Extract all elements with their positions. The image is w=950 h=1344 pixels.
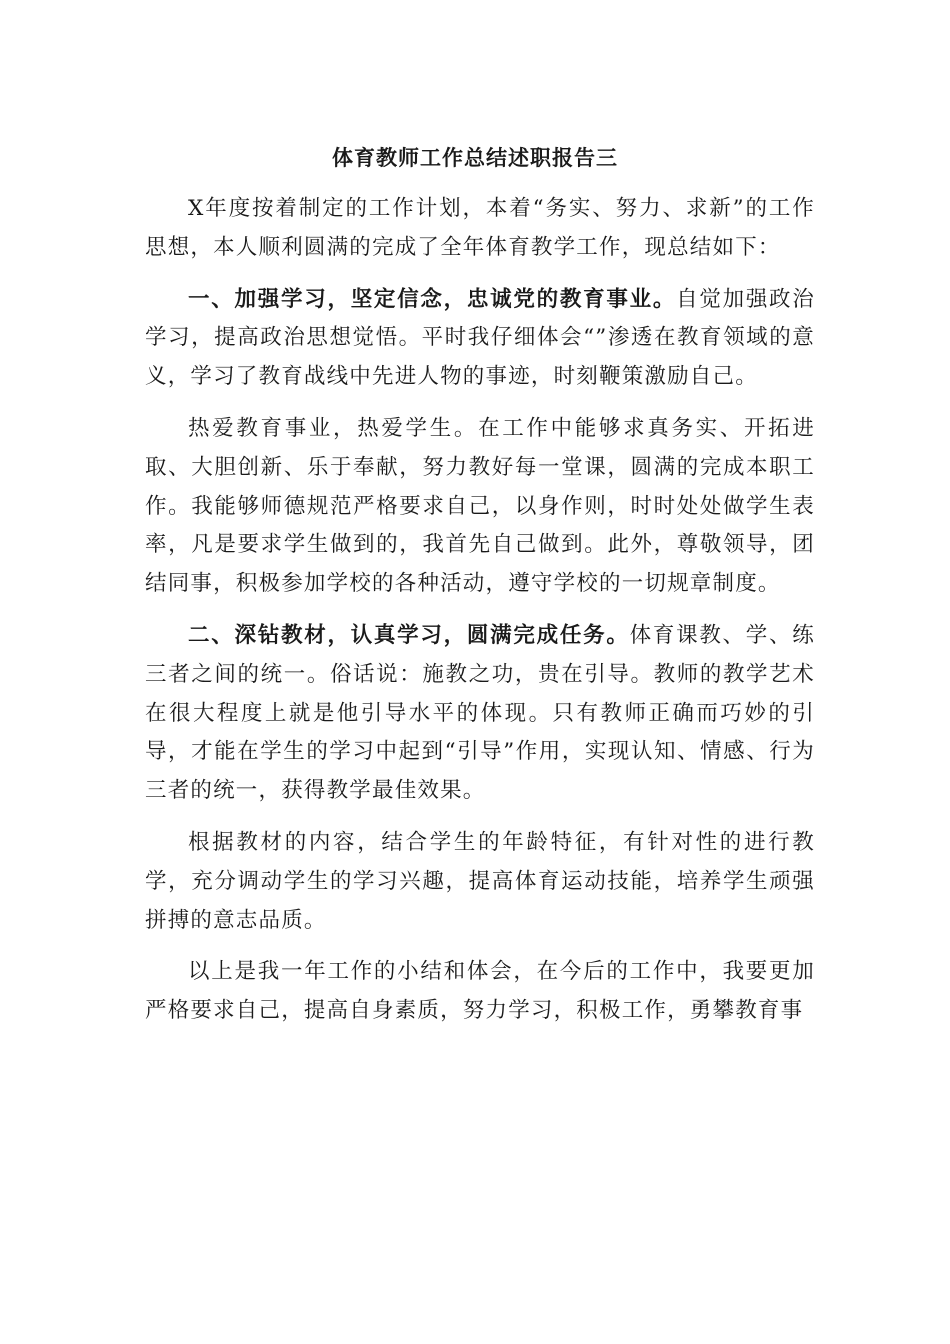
section-heading: 二、深钻教材，认真学习，圆满完成任务。 [188,622,630,648]
paragraph-text: 体育课教、学、练三者之间的统一。俗话说：施教之功，贵在引导。教师的教学艺术在很大程度上就是他引导水平的体现。只有教师正确而巧妙的引导，才能在学生的学习中起到“引导”作用，实现认知、情感、行为三者的统一，获得教学最佳效果。 [145,622,815,804]
paragraph-conclusion [145,953,815,1031]
paragraph-section-two [145,617,815,811]
paragraph-text: X年度按着制定的工作计划，本着“务实、努力、求新”的工作思想，本人顺利圆满的完成了全年体育教学工作，现总结如下： [145,196,815,260]
paragraph-intro [145,190,815,268]
document-body [145,190,815,1044]
paragraph-text: 以上是我一年工作的小结和体会，在今后的工作中，我要更加严格要求自己，提高自身素质，努力学习，积极工作，勇攀教育事 [145,959,815,1024]
paragraph-text: 热爱教育事业，热爱学生。在工作中能够求真务实、开拓进取、大胆创新、乐于奉献，努力教好每一堂课，圆满的完成本职工作。我能够师德规范严格要求自己，以身作则，时时处处做学生表率，凡是要求学生做到的，我首先自己做到。此外，尊敬领导，团结同事，积极参加学校的各种活动，遵守学校的一切规章制度。 [145,415,815,597]
document-title: 体育教师工作总结述职报告三 [332,146,618,170]
paragraph-text: 根据教材的内容，结合学生的年龄特征，有针对性的进行教学，充分调动学生的学习兴趣，提高体育运动技能，培养学生顽强拼搏的意志品质。 [145,829,815,933]
paragraph-teaching-method [145,824,815,940]
paragraph-text: 自觉加强政治学习，提高政治思想觉悟。平时我仔细体会“”渗透在教育领域的意义，学习了教育战线中先进人物的事迹，时刻鞭策激励自己。 [145,286,816,390]
paragraph-section-one [145,281,815,397]
paragraph-dedication [145,410,815,604]
section-heading: 一、加强学习，坚定信念，忠诚党的教育事业。 [188,286,677,312]
